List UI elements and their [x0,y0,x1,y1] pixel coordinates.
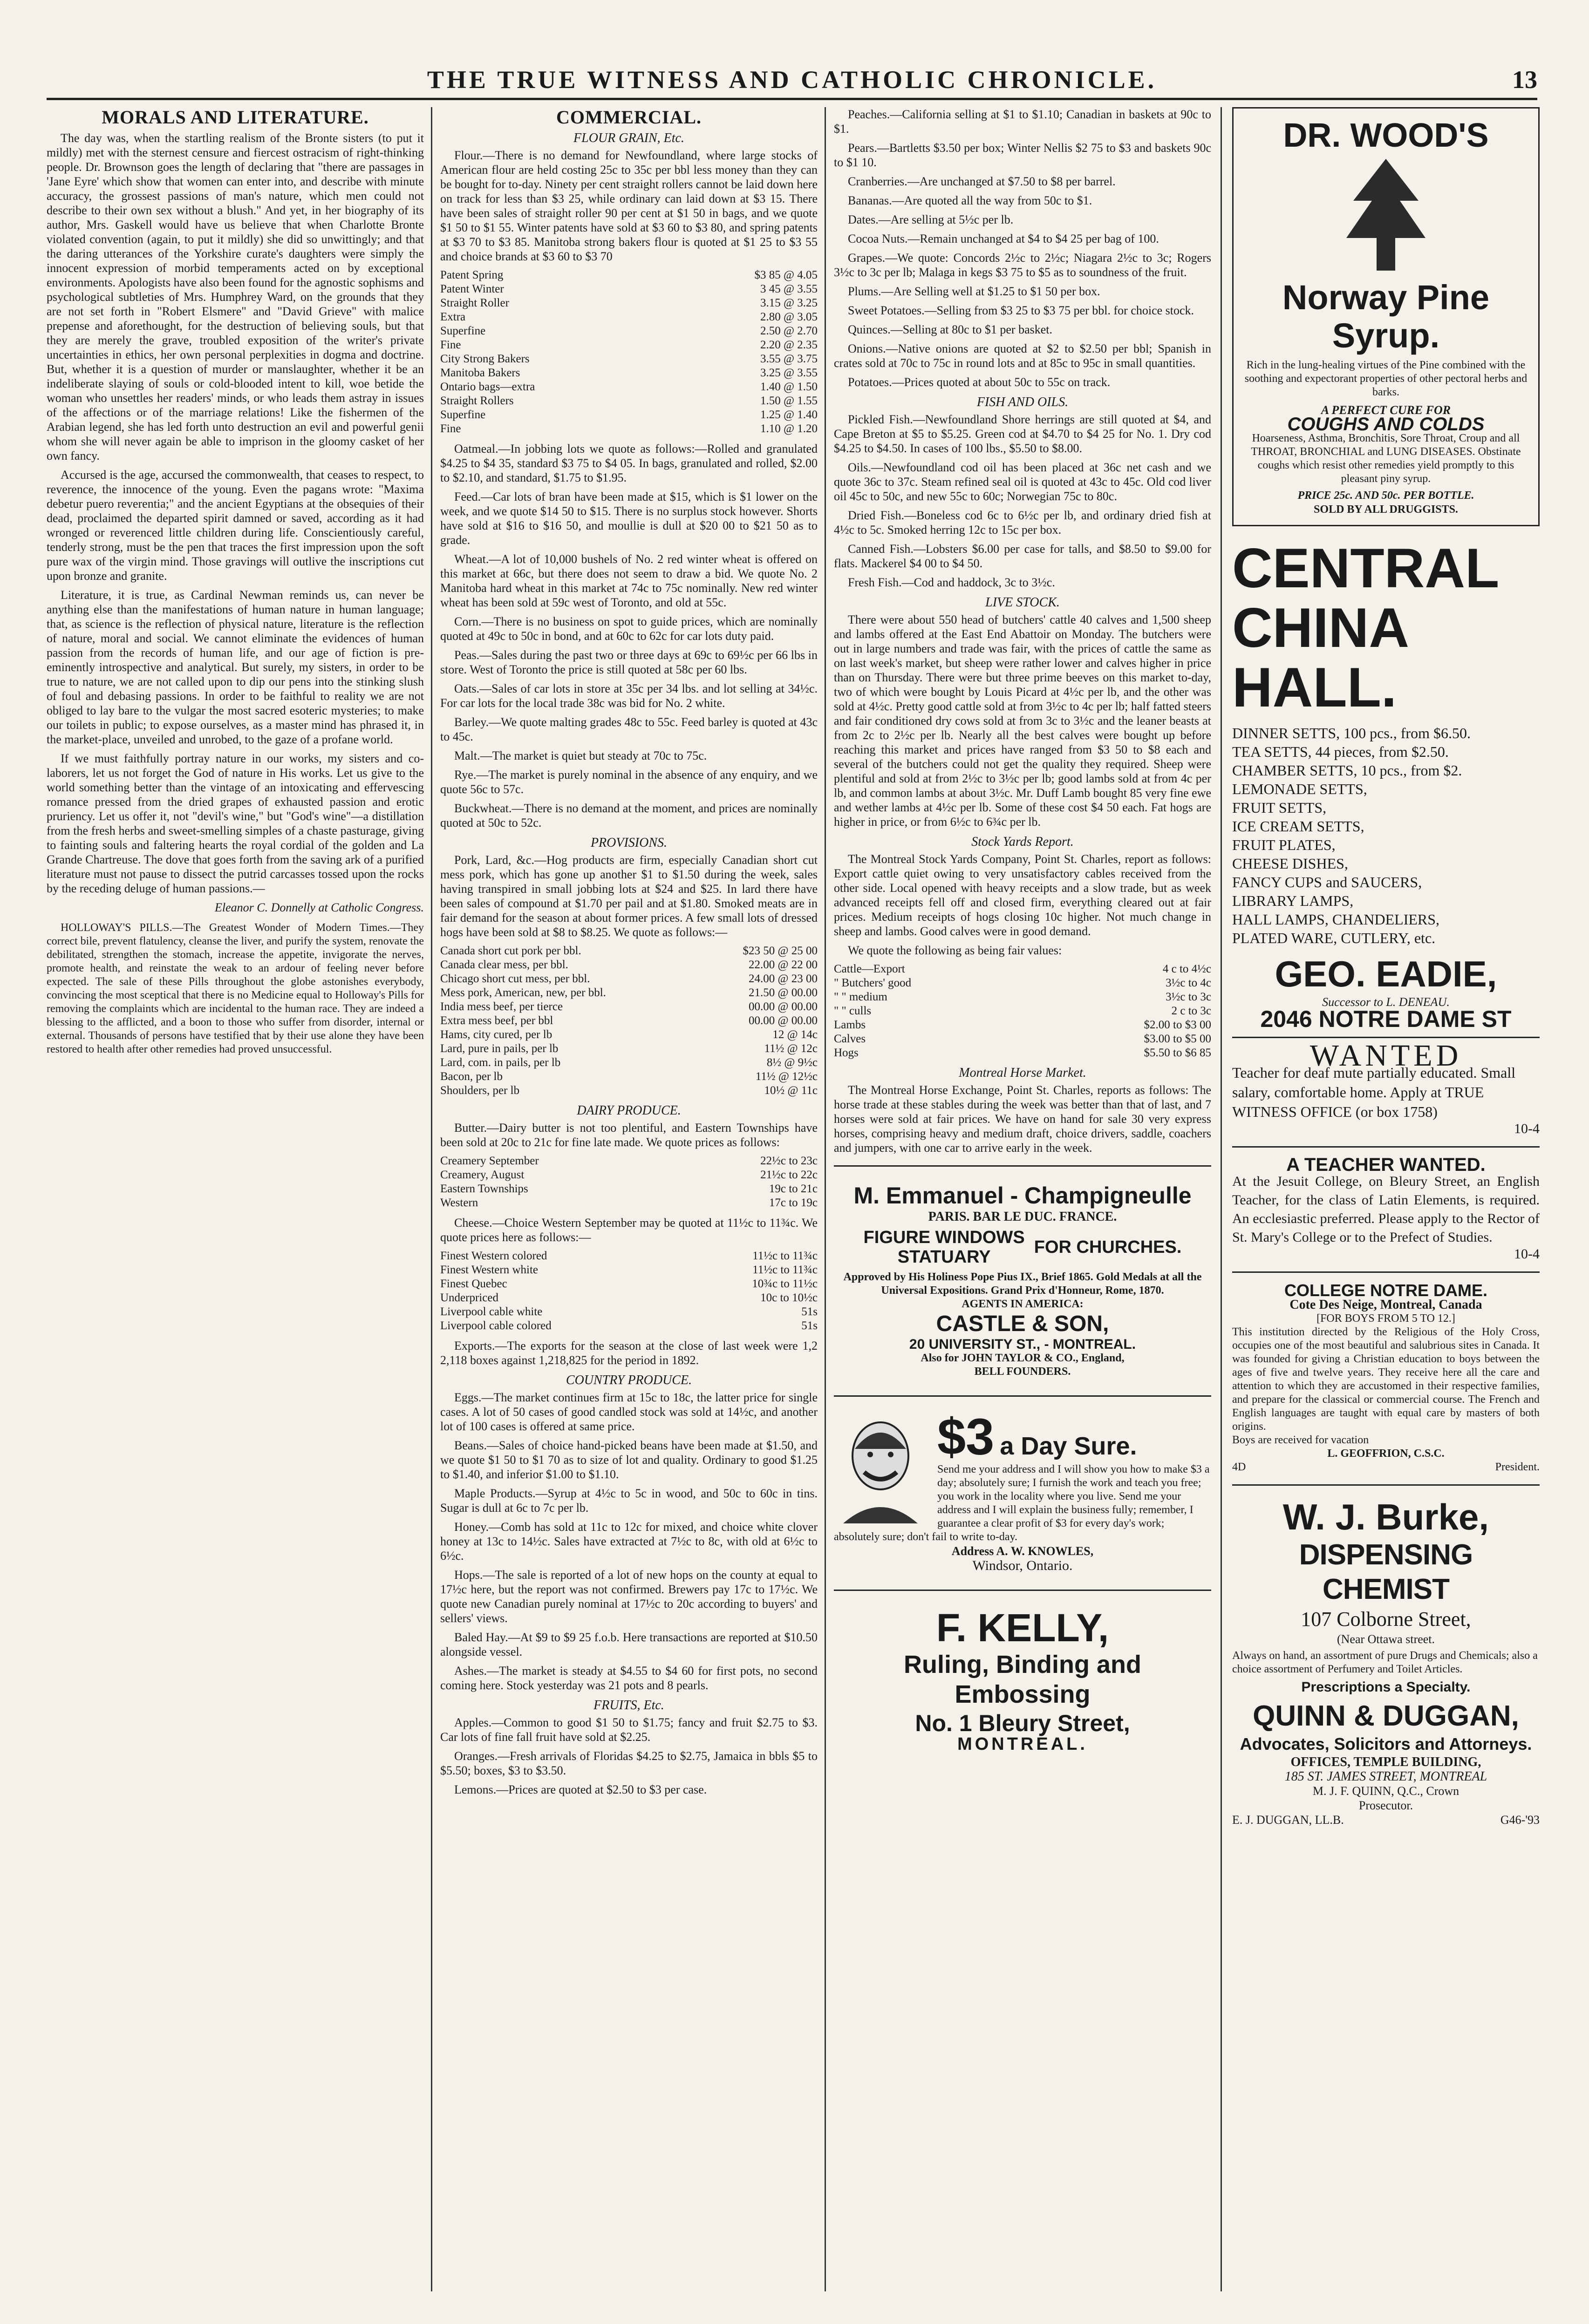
market-paragraph: Honey.—Comb has sold at 11c to 12c for mixed, and choice white clover honey at 13c to 14½c. Sales have extracted at 7½c to 8c, with old at 6½c to 6½c. [440,1520,818,1563]
advert-line [1232,1813,1540,1827]
price-row [834,962,1211,976]
advert-product: Norway Pine [1282,278,1490,317]
price-item: " Butchers' good [834,977,912,989]
teacher-wanted-notice [1232,1155,1540,1262]
market-paragraph: Pickled Fish.—Newfoundland Shore herrings are still quoted at $4, and Cape Breton at $5 to $5.25. Green cod at $4.70 to $4 25 for No. 1. Dry cod $4.25 to $4.50. In cases of 100 lbs., $5.50 to $8.00. [834,413,1211,455]
advert-line: 185 ST. JAMES STREET, MONTREAL [1284,1769,1487,1784]
price-value: 10c to 10½c [760,1291,818,1304]
cheese-price-table [440,1249,818,1333]
price-row [440,1070,818,1084]
college-notre-dame-notice [1232,1283,1540,1474]
price-item: Ontario bags—extra [440,381,535,393]
price-row [440,380,818,394]
market-paragraph: Dates.—Are selling at 5½c per lb. [848,213,1014,226]
advert-trade: Advocates, Solicitors and Attorneys. [1240,1734,1532,1753]
subsection-heading: FRUITS, Etc. [593,1698,664,1712]
advert-code: G46-'93 [1500,1813,1540,1827]
advert-line: SOLD BY ALL DRUGGISTS. [1314,503,1458,516]
list-item: LEMONADE SETTS, [1232,781,1367,797]
advert-line: OFFICES, TEMPLE BUILDING, [1290,1755,1481,1769]
price-value: 1.25 @ 1.40 [760,408,818,421]
subsection-heading: FLOUR GRAIN, Etc. [573,131,684,145]
market-paragraph: Grapes.—We quote: Concords 2½c to 2½c; Niagara 2½c to 3c; Rogers 3½c to 3c per lb; Malaga in kegs $3 75 to $5 as to soundness of the fruit. [834,251,1211,279]
price-value: 2 c to 3c [1171,1005,1211,1017]
price-row [834,990,1211,1004]
price-value: $5.50 to $6 85 [1144,1046,1211,1059]
market-paragraph: Cheese.—Choice Western September may be quoted at 11½c to 11¾c. We quote prices here as follows:— [440,1216,818,1244]
price-item: Cattle—Export [834,963,905,975]
provisions-price-table [440,944,818,1098]
advert-figure-line: STATUARY [897,1247,991,1267]
market-paragraph: Buckwheat.—There is no demand at the moment, and prices are nominally quoted at 50c to 52c. [440,802,818,829]
advert-figure-line: FIGURE WINDOWS [863,1228,1025,1247]
article-paragraph: The day was, when the startling realism of the Bronte sisters (to put it mildly) met with the sternest censure and fiercest ostracism of right-thinking people. Dr. Brownson goes the length of declaring that "there are passages in 'Jane Eyre' which show that women can enter into, and describe with minute accuracy, the grossest passions of man's nature, which men could not describe to their own sex without a blush." And yet, in her biography of its author, Mrs. Gaskell would have us believe that when Charlotte Bronte violated convention (again, to put it mildly) she did so unwittingly; and that the daring utterances of the Yorkshire curate's daughters were simply the innocent expression of morbid temperaments acted on by exceptional environments. Apologists have also been found for the agnostic sophisms and psychological subtleties of Mrs. Humphrey Ward, on the grounds that they are not set forth in "Robert Elsmere" and "David Grieve" with malice prepense and aforethought, for the destruction of believing souls, but that they are merely the grave, troubled exposition of the writer's private uncertainties in ethics, her own personal perplexities in dogma and doctrine. But, whether it is a question of murder or manslaughter, whether it be an indeliberate slaying of souls or cold-blooded intent to kill, woe betide the woman who unsettles her readers' minds, or who leads them astray in issues of the affections or of the marriage relations! Like the fishermen of the Arabian legend, she has led forth unto destruction an evil and powerful genii whom she will never again be able to imprison in the gloomy casket of her own fancy. [47,131,424,462]
column-rule [431,107,432,2291]
price-value: 1.40 @ 1.50 [760,381,818,393]
price-row [440,1056,818,1070]
market-paragraph: Fresh Fish.—Cod and haddock, 3c to 3½c. [848,576,1055,589]
list-item: FRUIT SETTS, [1232,799,1327,816]
market-paragraph: We quote the following as being fair values: [848,944,1062,957]
list-item: HALL LAMPS, CHANDELIERS, [1232,911,1440,928]
price-row [440,1182,818,1196]
advert-text: Hoarseness, Asthma, Bronchitis, Sore Throat, Croup and all THROAT, BRONCHIAL and LUNG DISEASES. Obstinate coughs which resist other remedies yield promptly to this pleasant piny syrup. [1251,432,1521,485]
price-value: 3 45 @ 3.55 [760,283,818,295]
price-value: 8½ @ 9½c [766,1056,818,1069]
market-paragraph: Dried Fish.—Boneless cod 6c to 6½c per lb, and ordinary dried fish at 4½c to 5c. Smoked herring 12c to 15c per box. [834,509,1211,537]
price-item: Calves [834,1033,866,1045]
price-row [440,1263,818,1277]
price-row [440,422,818,436]
market-paragraph: Wheat.—A lot of 10,000 bushels of No. 2 red winter wheat is offered on this market at 66c, but there does not seem to draw a bid. We quote No. 2 Manitoba hard wheat in this market at 74c to 75c nominally. New red winter wheat has been sold at 59c west of Toronto, and old at 55c. [440,552,818,609]
price-value: 00.00 @ 00.00 [748,1014,818,1027]
price-item: Hams, city cured, per lb [440,1028,552,1041]
price-value: 3½c to 3c [1166,991,1211,1003]
butter-price-table [440,1154,818,1210]
advert-title: a Day Sure. [1000,1432,1137,1460]
advert-firm: CASTLE & SON, [936,1311,1109,1336]
advert-text: Always on hand, an assortment of pure Drugs and Chemicals; also a choice assortment of Perfumery and Toilet Articles. [1232,1650,1538,1675]
price-value: 3.55 @ 3.75 [760,353,818,365]
notice-text: Teacher for deaf mute partially educated. Small salary, comfortable home. Apply at TRUE WITNESS OFFICE (or box 1758) [1232,1064,1516,1120]
price-row [440,1028,818,1042]
market-paragraph: Oils.—Newfoundland cod oil has been placed at 36c net cash and we quote 36c to 37c. Steam refined seal oil is quoted at 43c to 45c. Old cod liver oil 45c to 50c, and new 55c to 60c; Norwegian 75c to 80c. [834,461,1211,503]
holloway-advert: HOLLOWAY'S PILLS.—The Greatest Wonder of Modern Times.—They correct bile, prevent flatulency, cleanse the liver, and purify the system, renovate the debilitated, strengthen the stomach, increase the appetite, invigorate the nerves, promote health, and reinstate the weak to an ardour of feeling never before expected. The sale of these Pills throughout the globe astonishes everybody, convincing the most sceptical that there is no Medicine equal to Holloway's Pills for removing the complaints which are incidental to the human race. They are indeed a blessing to the afflicted, and a boon to those who suffer from disorder, internal or external. Thousands of persons have testified that by their use alone they have been restored to health after other remedies had proved unsuccessful. [47,922,424,1055]
section-heading: COMMERCIAL. [556,107,702,128]
price-item: " " medium [834,991,887,1003]
market-paragraph: Beans.—Sales of choice hand-picked beans have been made at $1.50, and we quote $1 50 to $1 70 as to size of lot and quality. Ordinary to good $1.25 to $1.40, and inferior $1.00 to $1.10. [440,1439,818,1481]
price-row [440,1014,818,1028]
page-number: 13 [1512,66,1537,94]
price-value: $3 85 @ 4.05 [754,269,818,281]
list-item: ICE CREAM SETTS, [1232,818,1364,835]
market-paragraph: Peas.—Sales during the past two or three days at 69c to 69½c per 66 lbs in store. West of Toronto the price is still quoted at 58c per 60 lbs. [440,648,818,676]
market-paragraph: Oatmeal.—In jobbing lots we quote as follows:—Rolled and granulated $4.25 to $4 35, standard $3 75 to $4 05. In bags, granulated and rolled, $2.00 to $2.10, and standard, $1.75 to $1.95. [440,442,818,484]
price-row [440,958,818,972]
price-row [440,1042,818,1056]
price-row [440,944,818,958]
price-row [834,1032,1211,1046]
price-item: Canada clear mess, per bbl. [440,958,568,971]
masthead [47,65,1537,100]
notice-line: Boys are received for vacation [1232,1434,1369,1446]
advert-line: (Near Ottawa street. [1337,1632,1435,1646]
price-value: 22.00 @ 22 00 [748,958,818,971]
three-dollar-advert [834,1407,1211,1577]
column-rule [1221,107,1222,2291]
list-item: CHEESE DISHES, [1232,855,1348,872]
advert-product: Syrup. [1332,316,1440,355]
market-paragraph: Pork, Lard, &c.—Hog products are firm, especially Canadian short cut mess pork, which has gone up another $1 to $1.50 during the week, sales having transpired in small jobbing lots at $24 and $25. In lard there have been sales of compound at $1.70 per pail and at $1.80. Smoked meats are in fair demand for the season at about former prices. A few small lots of dressed hogs have been sold at $8 to $8.25. We quote as follows:— [440,853,818,939]
column-rule [825,107,826,2291]
price-item: Chicago short cut mess, per bbl. [440,972,590,985]
column-commercial [440,107,818,2291]
price-item: Canada short cut pork per bbl. [440,945,581,957]
price-value: 17c to 19c [769,1196,818,1209]
divider [1232,1484,1540,1486]
price-item: Eastern Townships [440,1182,528,1195]
price-row [440,408,818,422]
subsection-heading: Montreal Horse Market. [959,1066,1086,1080]
price-value: 1.50 @ 1.55 [760,394,818,407]
price-value: 10½ @ 11c [764,1084,818,1097]
article-paragraph: If we must faithfully portray nature in our works, my sisters and co-laborers, let us not forget the God of nature in His works. Let us give to the world something better than the vintage of an intoxicating and effervescing romance pressed from the dried grapes of exhausted passion and erotic pruriency. Let us offer it, not "devil's wine," but "God's wine"—a distillation from the fresh herbs and sweet-smelling simples of a chaste pasturage, giving to fainting souls and faltering hearts the royal cordial of the golden and La Grande Chartreuse. The dove that goes forth from the saving ark of a purified literature must not pause to dissect the putrid carcasses tossed upon the rocks by the receding deluge of human passions.— [47,752,424,895]
advert-line: M. J. F. QUINN, Q.C., Crown [1312,1784,1459,1798]
notice-line [1232,1461,1540,1474]
price-row [834,1046,1211,1060]
advert-figure [864,1228,1025,1267]
market-paragraph: The Montreal Stock Yards Company, Point St. Charles, report as follows: Export cattle quiet owing to very unsatisfactory cables received from the other side. Local opened with heavy receipts and a slow trade, but as week advanced receipts fell off and closed firm, everything cleared out at fair prices. Medium receipts of hogs closing 10c higher. Not much change in sheep and lambs. Good calves were in good demand. [834,852,1211,938]
subsection-heading: DAIRY PRODUCE. [577,1103,681,1118]
price-item: Fine [440,339,461,351]
notice-heading: COLLEGE NOTRE DAME. [1284,1281,1487,1300]
divider [834,1395,1211,1397]
notice-mark: 4D [1232,1461,1246,1473]
advert-line: AGENTS IN AMERICA: [962,1298,1084,1310]
advert-line: Approved by His Holiness Pope Pius IX., Brief 1865. Gold Medals at all the Universal Expositions. Grand Prix d'Honneur, Rome, 1870. [843,1271,1202,1297]
market-paragraph: Canned Fish.—Lobsters $6.00 per case for talls, and $8.50 to $9.00 for flats. Mackerel $4 00 to $4 50. [834,542,1211,570]
advert-city: MONTREAL. [957,1734,1088,1754]
price-value: 10¾c to 11½c [752,1278,818,1290]
market-paragraph: Potatoes.—Prices quoted at about 50c to 55c on track. [848,375,1111,389]
price-value: 51s [801,1319,818,1332]
price-row [834,1004,1211,1018]
price-item: Liverpool cable white [440,1305,543,1318]
list-item: FANCY CUPS and SAUCERS, [1232,874,1422,890]
column-morals-literature [47,107,424,2291]
price-value: 22½c to 23c [760,1155,818,1167]
subsection-heading: LIVE STOCK. [985,595,1060,610]
price-value: 1.10 @ 1.20 [760,422,818,435]
market-paragraph: Barley.—We quote malting grades 48c to 55c. Feed barley is quoted at 43c to 45c. [440,715,818,743]
newspaper-title: THE TRUE WITNESS AND CATHOLIC CHRONICLE. [427,66,1157,94]
price-row [440,1168,818,1182]
price-row [440,986,818,1000]
pine-tree-icon [1339,154,1432,275]
advert-title: M. Emmanuel - Champigneulle [853,1182,1192,1209]
price-value: 3½c to 4c [1166,977,1211,989]
subsection-heading: COUNTRY PRODUCE. [566,1373,692,1387]
market-paragraph: Oranges.—Fresh arrivals of Floridas $4.25 to $2.75, Jamaica in bbls $5 to $5.50; boxes, $3 to $3.50. [440,1749,818,1777]
list-item: LIBRARY LAMPS, [1232,892,1354,909]
column-markets-adverts [834,107,1211,2291]
price-item: Shoulders, per lb [440,1084,520,1097]
market-paragraph: Peaches.—California selling at $1 to $1.10; Canadian in baskets at 90c to $1. [834,108,1211,136]
emmanuel-advert [834,1177,1211,1383]
market-paragraph: Rye.—The market is purely nominal in the absence of any enquiry, and we quote 56c to 57c. [440,768,818,796]
price-item: Finest Western white [440,1264,538,1276]
dr-woods-advert [1232,107,1540,526]
advert-street: No. 1 Bleury Street, [915,1710,1130,1736]
market-paragraph: Corn.—There is no business on spot to guide prices, which are nominally quoted at 49c to 50c in bond, and at 60c to 62c for car lots duty paid. [440,615,818,643]
advert-address: 2046 NOTRE DAME ST [1260,1006,1512,1032]
advert-line: Also for JOHN TAYLOR & CO., England, [921,1352,1125,1364]
price-item: Lard, pure in pails, per lb [440,1042,559,1055]
list-item: FRUIT PLATES, [1232,836,1336,853]
subsection-heading: FISH AND OILS. [976,395,1069,409]
price-item: Hogs [834,1046,859,1059]
quinn-duggan-advert [1232,1699,1540,1827]
notice-line: [FOR BOYS FROM 5 TO 12.] [1316,1312,1455,1325]
price-value: 11½c to 11¾c [752,1250,818,1262]
divider [834,1165,1211,1167]
market-paragraph: Oats.—Sales of car lots in store at 35c per 34 lbs. and lot selling at 34½c. For car lots for the local trade 38c was bid for No. 2 white. [440,682,818,710]
divider [1232,1146,1540,1148]
market-paragraph: Cocoa Nuts.—Remain unchanged at $4 to $4 25 per bag of 100. [848,232,1159,245]
price-row [834,1018,1211,1032]
list-item: PLATED WARE, CUTLERY, etc. [1232,930,1436,946]
wanted-notice [1232,1039,1540,1136]
kelly-advert [834,1601,1211,1756]
price-row [440,394,818,408]
price-item: Straight Rollers [440,394,514,407]
price-row [834,976,1211,990]
advert-title-line: CHINA [1232,597,1409,659]
price-row [440,296,818,310]
market-paragraph: Plums.—Are Selling well at $1.25 to $1 50 per box. [848,285,1100,298]
advert-for: FOR CHURCHES. [1034,1237,1182,1257]
market-paragraph: Exports.—The exports for the season at the close of last week were 1,2 2,118 boxes against 1,218,825 for the period in 1892. [440,1339,818,1367]
notice-text: This institution directed by the Religious of the Holy Cross, occupies one of the most beautiful and salubrious sites in Canada. It was founded for giving a Christian education to boys between the ages of five and twelve years. They receive here all the care and attention to which they are accustomed in their respective families, and prepare for the classical or commercial course. The French and English languages are taught with equal care by masters of both origins. [1232,1326,1540,1433]
market-paragraph: Cranberries.—Are unchanged at $7.50 to $8 per barrel. [848,175,1116,188]
price-row [440,1305,818,1319]
advert-line: Prescriptions a Specialty. [1301,1679,1471,1695]
column-adverts [1232,107,1540,2291]
price-row [440,324,818,338]
price-item: Superfine [440,325,486,337]
advert-coughs: COUGHS AND COLDS [1287,414,1485,435]
price-row [440,1277,818,1291]
price-value: 4 c to 4½c [1162,963,1211,975]
advert-line: Successor to L. DENEAU. [1322,995,1450,1009]
market-paragraph: There were about 550 head of butchers' cattle 40 calves and 1,500 sheep and lambs offered at the East End Abattoir on Monday. The butchers were out in large numbers and trade was fair, with the prices of cattle the same as on last week's market, but sheep were rather lower and calves higher in price than on Thursday. There were but three prime beeves on this market to-day, two of which were bought by Louis Picard at 4½c per lb, and the other was sold at 4½c. Pretty good cattle sold at from 3½c to 4c per lb; half fatted steers and fair conditioned dry cows sold at from 3c to 3½c and the leaner beasts at from 2c to 2½c per lb. Nearly all the best calves were bought up before reaching this market and prices have ranged from $3 50 to $8 each and several of the butchers could not get the quality they required. Sheep were plentiful and sold at from 2½c to 3½c per lb; good lambs sold at from 4c per lb, and common lambs at about 3½c. Mr. Duff Lamb bought 85 very fine ewe and wether lambs at 4½c per lb. Some of these cost $4 50 each. Fat hogs are higher in price, or from 6½c to 6¾c per lb. [834,613,1211,829]
advert-line: 20 UNIVERSITY ST., - MONTREAL. [909,1337,1136,1352]
divider [1232,1037,1540,1038]
livestock-value-table [834,962,1211,1060]
notice-heading: A TEACHER WANTED. [1286,1155,1486,1175]
price-row [440,1154,818,1168]
price-item: Finest Western colored [440,1250,547,1262]
article-paragraph: Accursed is the age, accursed the commonwealth, that ceases to respect, to reverence, the innocence of the young. Even the pagans wrote: "Maxima debetur puero reverentia;" and the ancient Egyptians at the obsequies of their dead, proclaimed the departed spirit damned or saved, according as it had wronged or reverenced little children during life. Conscientiously careful, tenderly strong, must be the pen that traces the first impression upon the soft pure wax of the virgin mind. Those gravings will outlive the inscriptions cut upon bronze and granite. [47,468,424,583]
price-item: Lard, com. in pails, per lb [440,1056,561,1069]
market-paragraph: Ashes.—The market is steady at $4.55 to $4 60 for first pots, no second coming here. Stock yesterday was 21 pots and 8 pearls. [440,1664,818,1692]
market-paragraph: Hops.—The sale is reported of a lot of new hops on the county at equal to 17½c here, but the report was not confirmed. Brewers pay 17c to 17½c. We quote new Canadian purely nominal at 17½c to 20c according to buyers' and sellers' views. [440,1568,818,1625]
price-value: 2.80 @ 3.05 [760,311,818,323]
advert-line: Address A. W. KNOWLES, [951,1544,1094,1558]
price-row [440,1319,818,1333]
price-item: Extra [440,311,466,323]
price-row [440,310,818,324]
central-china-hall-advert [1232,537,1540,1032]
price-value: 19c to 21c [769,1182,818,1195]
price-item: Fine [440,422,461,435]
market-paragraph: Butter.—Dairy butter is not too plentiful, and Eastern Townships have been sold at 20c to 21c for fine late made. We quote prices as follows: [440,1121,818,1149]
list-item: TEA SETTS, 44 pieces, from $2.50. [1232,743,1449,760]
price-item: Manitoba Bakers [440,367,520,379]
advert-proprietor: GEO. EADIE, [1275,953,1497,994]
market-paragraph: Quinces.—Selling at 80c to $1 per basket. [848,323,1053,336]
price-value: $2.00 to $3 00 [1144,1019,1211,1031]
price-value: 00.00 @ 00.00 [748,1000,818,1013]
advert-partner: E. J. DUGGAN, LL.B. [1232,1813,1344,1827]
price-item: Liverpool cable colored [440,1319,552,1332]
price-row [440,338,818,352]
advert-trade: Ruling, Binding and Embossing [904,1651,1141,1708]
advert-title-line: HALL. [1232,656,1397,719]
article-signature: Eleanor C. Donnelly at Catholic Congress. [215,901,424,914]
section-heading: MORALS AND LITERATURE. [102,107,369,128]
advert-line: BELL FOUNDERS. [974,1366,1071,1378]
price-item: Finest Quebec [440,1278,507,1290]
advert-line: Windsor, Ontario. [972,1558,1073,1573]
advert-text: Rich in the lung-healing virtues of the Pine combined with the soothing and expectorant properties of other pectoral herbs and barks. [1244,359,1528,398]
market-paragraph: Bananas.—Are quoted all the way from 50c to $1. [848,194,1092,207]
price-item: Patent Spring [440,269,504,281]
article-paragraph: Literature, it is true, as Cardinal Newman reminds us, can never be anything else than the manifestations of human nature in human language; that, as science is the reflection of physical nature, literature is the reflection of nature, moral and social. We cannot eliminate the evidences of human passion from the records of human life, and our age of fiction is pre-eminently introspective and analytical. But surely, my sisters, in order to be true to nature, we are not called upon to dip our pens into the stinking slush of foul and debasing passions. In order to be faithful to reality we are not obliged to lay bare to the vulgar the most sacred esoteric mysteries; to make our toilets in public; to expose ourselves, as a master mind has phrased it, in the market-place, unveiled and unrobed, to the gaze of a profane world. [47,588,424,746]
price-item: Creamery September [440,1155,539,1167]
price-row [440,1291,818,1305]
price-item: Western [440,1196,478,1209]
burke-advert [1232,1496,1540,1694]
price-value: 21½c to 22c [760,1169,818,1181]
market-paragraph: Flour.—There is no demand for Newfoundland, where large stocks of American flour are held costing 25c to 35c per bbl less money than they can be bought for to-day. Ninety per cent straight rollers cannot be laid down here on track for less than $3 25, while ordinary can laid down at $3 15. There have been sales of straight roller 90 per cent at $1 50 in bags, and we quote $1 50 to $1 55. Winter patents have sold at $3 60 to $3 80, and spring patents at $3 70 to $3 85. Manitoba strong bakers flour is quoted at $1 25 to $3 55 and choice brands at $3 60 to $3 70 [440,149,818,263]
advert-title: W. J. Burke, [1282,1496,1489,1537]
price-row [440,352,818,366]
advert-figure-row [834,1228,1211,1267]
market-paragraph: Apples.—Common to good $1 50 to $1.75; fancy and fruit $2.75 to $3. Car lots of fine fall fruit have sold at $2.25. [440,1716,818,1744]
price-row [440,1000,818,1014]
price-row [440,366,818,380]
notice-code: 10-4 [1514,1246,1540,1262]
price-value: 24.00 @ 23 00 [748,972,818,985]
notice-code: 10-4 [1514,1121,1540,1136]
advert-trade: DISPENSING CHEMIST [1299,1539,1473,1605]
market-paragraph: Maple Products.—Syrup at 4½c to 5c in wood, and 50c to 60c in tins. Sugar is dull at 6c to 7c per lb. [440,1487,818,1515]
price-row [440,268,818,282]
price-value: 2.50 @ 2.70 [760,325,818,337]
advert-headline [937,1408,1211,1466]
subsection-heading: Stock Yards Report. [971,835,1074,849]
advert-line: PARIS. BAR LE DUC. FRANCE. [928,1210,1117,1224]
price-item: India mess beef, per tierce [440,1000,563,1013]
divider [834,1590,1211,1591]
advert-line: Prosecutor. [1358,1799,1413,1812]
price-value: 11½c to 11¾c [752,1264,818,1276]
advert-amount: $3 [937,1408,995,1466]
advert-title: F. KELLY, [936,1606,1109,1650]
market-paragraph: Malt.—The market is quiet but steady at 70c to 75c. [454,749,707,762]
market-paragraph: Onions.—Native onions are quoted at $2 to $2.50 per bbl; Spanish in crates sold at 70c to 75c in round lots and at 85c to 95c in small quantities. [834,342,1211,370]
advert-title: QUINN & DUGGAN, [1253,1700,1519,1732]
price-item: Straight Roller [440,297,509,309]
list-item: DINNER SETTS, 100 pcs., from $6.50. [1232,725,1471,741]
price-item: Creamery, August [440,1169,525,1181]
price-row [440,1084,818,1098]
advert-text: Send me your address and I will show you how to make $3 a day; absolutely sure; I furnish the work and teach you free; you work in the locality where you live. Send me your address and I will explain the business fully; remember, I guarantee a clear profit of $3 for every day's work; absolutely sure; don't fail to write to-day. [834,1463,1210,1543]
advert-title-line: CENTRAL [1232,537,1500,599]
advert-line: A PERFECT CURE FOR [1321,403,1451,417]
market-paragraph: Eggs.—The market continues firm at 15c to 18c, the latter price for single cases. A lot of 50 cases of good candled stock was sold at 14½c, and another lot of 100 cases is offered at same price. [440,1391,818,1433]
price-value: 3.15 @ 3.25 [760,297,818,309]
market-paragraph: Feed.—Car lots of bran have been made at $15, which is $1 lower on the week, and we quote $14 50 to $15. There is no surplus stock however. Shorts have sold at $16 to $16 50, and moullie is dull at $20 00 to $21 50 as to grade. [440,490,818,547]
notice-line: Cote Des Neige, Montreal, Canada [1289,1298,1482,1312]
china-item-list [1232,724,1540,947]
price-item: Lambs [834,1019,866,1031]
price-value: 51s [801,1305,818,1318]
price-item: Superfine [440,408,486,421]
price-value: $3.00 to $5 00 [1144,1033,1211,1045]
price-row [440,1196,818,1210]
market-paragraph: Pears.—Bartletts $3.50 per box; Winter Nellis $2 75 to $3 and baskets 90c to $1 10. [834,141,1211,169]
price-value: 12 @ 14c [772,1028,818,1041]
price-item: City Strong Bakers [440,353,530,365]
price-value: 11½ @ 12c [764,1042,818,1055]
notice-heading: WANTED [1309,1039,1462,1073]
market-paragraph: Lemons.—Prices are quoted at $2.50 to $3 per case. [454,1783,707,1796]
price-value: $23 50 @ 25 00 [743,945,818,957]
price-value: 3.25 @ 3.55 [760,367,818,379]
portrait-icon [834,1412,927,1523]
price-item: Underpriced [440,1291,498,1304]
notice-role: President. [1495,1461,1540,1473]
divider [1232,1271,1540,1273]
price-item: Patent Winter [440,283,504,295]
market-paragraph: Sweet Potatoes.—Selling from $3 25 to $3 75 per bbl. for choice stock. [848,304,1194,317]
price-item: Mess pork, American, new, per bbl. [440,986,606,999]
advert-street: 107 Colborne Street, [1301,1608,1471,1631]
flour-price-table [440,268,818,436]
list-item: CHAMBER SETTS, 10 pcs., from $2. [1232,762,1462,779]
market-paragraph: The Montreal Horse Exchange, Point St. Charles, reports as follows: The horse trade at these stables during the week was better than that of last, and 7 horses were sold at fair prices. We have on hand for sale 30 very express horses, comprising heavy and medium draft, choice drivers, saddle, coachers and jumpers, with one car to arrive early in the week. [834,1083,1211,1155]
price-value: 21.50 @ 00.00 [748,986,818,999]
price-row [440,282,818,296]
notice-text: At the Jesuit College, on Bleury Street, an English Teacher, for the class of Latin Elements, is required. An ecclesiastic preferred. Please apply to the Rector of St. Mary's College or to the Prefect of Studies. [1232,1174,1540,1245]
price-row [440,1249,818,1263]
advert-price: PRICE 25c. AND 50c. PER BOTTLE. [1297,489,1474,502]
subsection-heading: PROVISIONS. [590,836,668,850]
price-item: Bacon, per lb [440,1070,503,1083]
advert-title: DR. WOOD'S [1283,117,1489,154]
price-item: " " culls [834,1005,872,1017]
market-paragraph: Baled Hay.—At $9 to $9 25 f.o.b. Here transactions are reported at $10.50 alongside vessel. [440,1631,818,1658]
notice-line: L. GEOFFRION, C.S.C. [1327,1447,1445,1460]
price-value: 11½ @ 12½c [755,1070,818,1083]
price-item: Extra mess beef, per bbl [440,1014,553,1027]
price-value: 2.20 @ 2.35 [760,339,818,351]
price-row [440,972,818,986]
